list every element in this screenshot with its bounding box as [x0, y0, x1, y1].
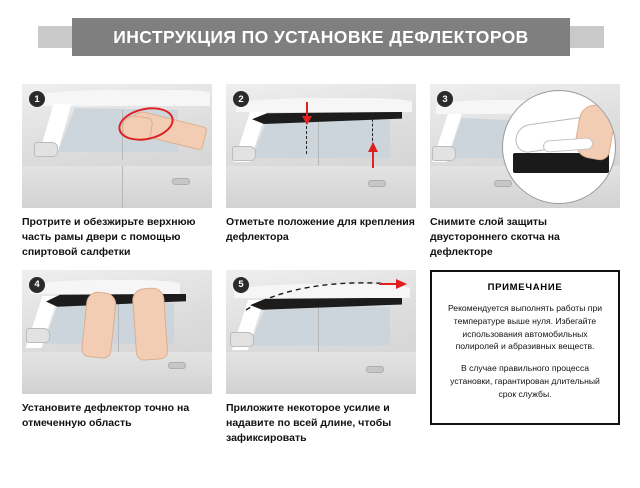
side-mirror: [26, 328, 50, 343]
note-paragraph-1: Рекомендуется выполнять работы при температуре выше нуля. Избегайте использования автомобильных полиролей и абразивных веществ.: [447, 302, 603, 352]
door-seam: [118, 300, 119, 352]
side-mirror: [34, 142, 58, 157]
step-4-image: [22, 270, 212, 394]
step-number-badge: 5: [233, 277, 249, 293]
step-3-caption: Снимите слой защиты двустороннего скотча на дефлекторе: [430, 216, 560, 258]
step-number-badge: 1: [29, 91, 45, 107]
fingers-peeling-tape: [573, 102, 616, 161]
side-mirror: [230, 332, 254, 347]
steps-grid: [22, 84, 620, 445]
title-tab-left-decoration: [38, 26, 74, 48]
step-card-3: [430, 84, 620, 260]
step-3-image: [430, 84, 620, 208]
step-card-5: [226, 270, 416, 446]
steps-row-2: [22, 270, 620, 446]
arrow-up-icon: [364, 140, 382, 170]
step-number-badge: 2: [233, 91, 249, 107]
side-mirror: [432, 146, 456, 161]
note-box: [430, 270, 620, 425]
page-title-banner: [72, 18, 570, 56]
door-handle: [366, 366, 384, 373]
step-card-1: [22, 84, 212, 260]
step-number-badge: 3: [437, 91, 453, 107]
page-title: ИНСТРУКЦИЯ ПО УСТАНОВКЕ ДЕФЛЕКТОРОВ: [113, 26, 529, 47]
step-2-image: [226, 84, 416, 208]
side-mirror: [232, 146, 256, 161]
step-2-caption: Отметьте положение для крепления дефлектора: [226, 216, 415, 243]
arrow-right-icon: [378, 276, 408, 292]
arrow-down-icon: [298, 100, 316, 126]
door-lower-seam: [122, 166, 123, 208]
step-card-4: [22, 270, 212, 446]
step-5-image: [226, 270, 416, 394]
note-title: ПРИМЕЧАНИЕ: [487, 281, 563, 293]
door-handle: [168, 362, 186, 369]
step-4-caption: Установите дефлектор точно на отмеченную область: [22, 401, 190, 429]
car-lower-panel: [22, 352, 212, 394]
magnified-view: [502, 90, 616, 204]
car-lower-panel: [226, 352, 416, 394]
car-lower-panel: [22, 166, 212, 208]
steps-row-1: [22, 84, 620, 260]
note-card: [430, 270, 620, 446]
note-paragraph-2: В случае правильного процесса установки, гарантирован длительный срок службы.: [450, 363, 600, 400]
step-card-2: [226, 84, 416, 260]
hand-right: [132, 287, 169, 361]
step-number-badge: 4: [29, 277, 45, 293]
car-roof: [236, 98, 412, 112]
step-1-image: [22, 84, 212, 208]
step-5-caption: Приложите некоторое усилие и надавите по всей длине, чтобы зафиксировать: [226, 401, 392, 444]
car-lower-panel: [226, 166, 416, 208]
door-handle: [494, 180, 512, 187]
step-1-caption: Протрите и обезжирьте верхнюю часть рамы двери с помощью спиртовой салфетки: [22, 216, 196, 258]
title-tab-right-decoration: [568, 26, 604, 48]
door-handle: [172, 178, 190, 185]
door-handle: [368, 180, 386, 187]
